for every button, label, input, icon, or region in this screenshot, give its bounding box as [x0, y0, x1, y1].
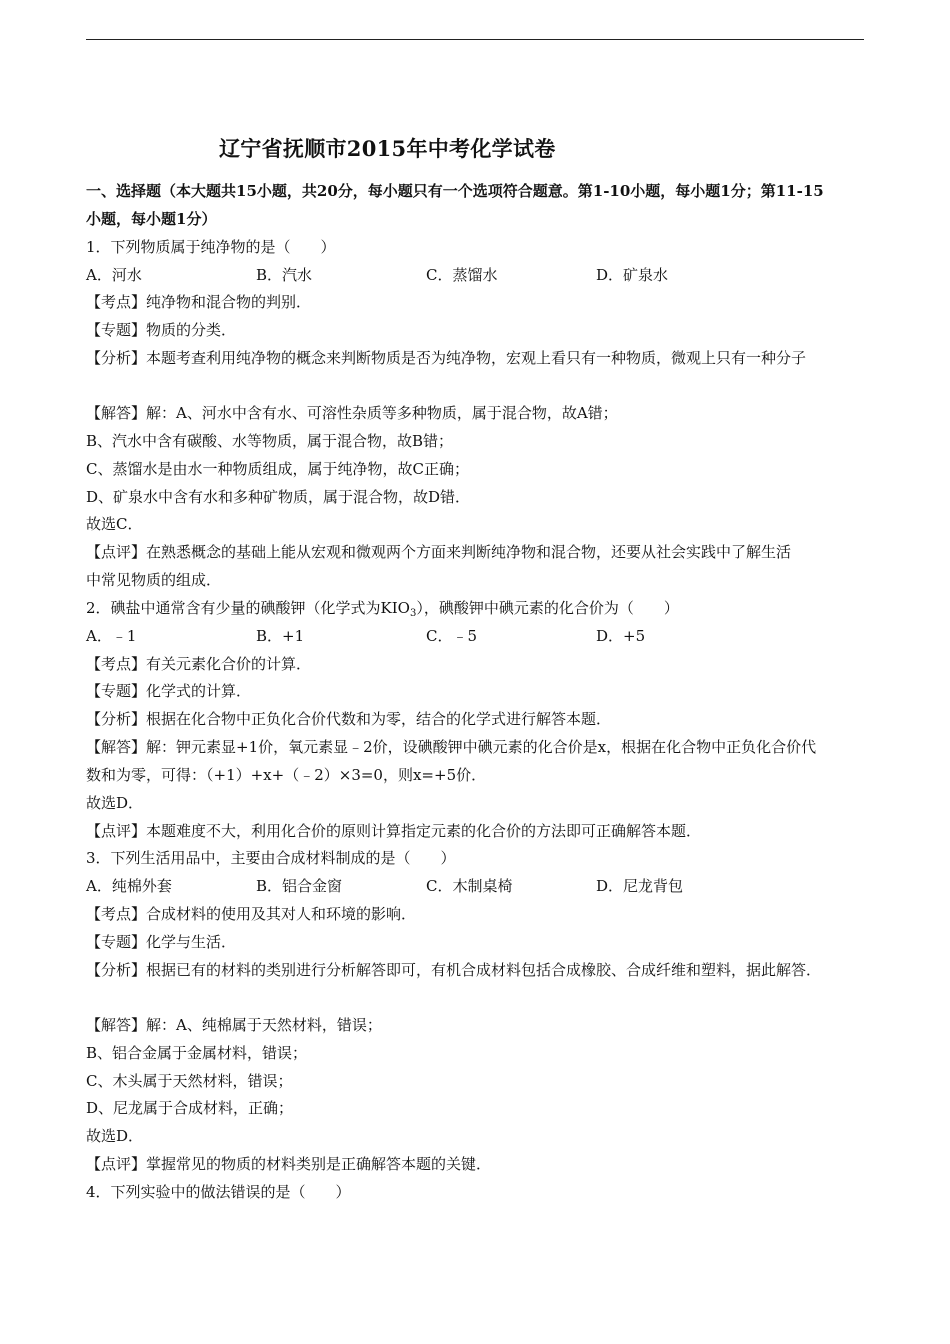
q3-jieda-line: B、铝合金属于金属材料，错误；	[86, 1044, 308, 1062]
q1-jieda-line: D、矿泉水中含有水和多种矿物质，属于混合物，故D错．	[86, 488, 471, 506]
q3-jieda-line: 【解答】解：A、纯棉属于天然材料，错误；	[86, 1016, 382, 1034]
q3-answer: 故选D．	[86, 1127, 144, 1145]
section-heading-line2: 小题，每小题1分）	[86, 210, 217, 228]
q2-stem	[86, 598, 679, 618]
q1-zhuanti: 【专题】物质的分类．	[86, 321, 237, 339]
q2-jieda-line1: 【解答】解：钾元素显+1价，氧元素显﹣2价，设碘酸钾中碘元素的化合价是x，根据在化合物中正负化合价代	[86, 738, 817, 756]
q3-fenxi: 【分析】根据已有的材料的类别进行分析解答即可，有机合成材料包括合成橡胶、合成纤维和塑料，据此解答．	[86, 961, 822, 979]
q3-option-b: B．铝合金窗	[256, 877, 343, 895]
q1-dianping-line1: 【点评】在熟悉概念的基础上能从宏观和微观两个方面来判断纯净物和混合物，还要从社会实践中了解生活	[86, 543, 792, 561]
q1-option-d: D．矿泉水	[596, 266, 669, 284]
q1-answer: 故选C．	[86, 515, 143, 533]
q3-stem: 3．下列生活用品中，主要由合成材料制成的是（ ）	[86, 849, 456, 867]
q3-option-a: A．纯棉外套	[86, 877, 172, 895]
q3-dianping: 【点评】掌握常见的物质的材料类别是正确解答本题的关键．	[86, 1155, 492, 1173]
q3-option-c: C．木制桌椅	[426, 877, 513, 895]
q1-option-b: B．汽水	[256, 266, 313, 284]
q1-jieda-line: B、汽水中含有碳酸、水等物质，属于混合物，故B错；	[86, 432, 454, 450]
q2-option-c: C．﹣5	[426, 627, 478, 645]
q2-jieda-line2: 数和为零，可得：（+1）+x+（﹣2）×3=0，则x=+5价．	[86, 766, 487, 784]
q3-kaodian: 【考点】合成材料的使用及其对人和环境的影响．	[86, 905, 417, 923]
header-rule	[86, 39, 864, 40]
q2-option-a: A．﹣1	[86, 627, 137, 645]
q3-jieda-line: D、尼龙属于合成材料，正确；	[86, 1099, 294, 1117]
q1-stem: 1．下列物质属于纯净物的是（ ）	[86, 238, 336, 256]
q3-zhuanti: 【专题】化学与生活．	[86, 933, 237, 951]
q2-option-b: B．+1	[256, 627, 305, 645]
q1-jieda-line: 【解答】解：A、河水中含有水、可溶性杂质等多种物质，属于混合物，故A错；	[86, 404, 618, 422]
page-title: 辽宁省抚顺市2015年中考化学试卷	[219, 136, 556, 161]
q3-option-d: D．尼龙背包	[596, 877, 684, 895]
q2-fenxi: 【分析】根据在化合物中正负化合价代数和为零，结合的化学式进行解答本题．	[86, 710, 612, 728]
q2-dianping: 【点评】本题难度不大，利用化合价的原则计算指定元素的化合价的方法即可正确解答本题．	[86, 822, 702, 840]
q2-stem-subscript: 3	[409, 608, 417, 619]
q1-option-a: A．河水	[86, 266, 142, 284]
q4-stem: 4．下列实验中的做法错误的是（ ）	[86, 1183, 351, 1201]
q1-dianping-line2: 中常见物质的组成．	[86, 571, 222, 589]
q1-kaodian: 【考点】纯净物和混合物的判别．	[86, 293, 312, 311]
q2-kaodian: 【考点】有关元素化合价的计算．	[86, 655, 312, 673]
q2-zhuanti: 【专题】化学式的计算．	[86, 682, 252, 700]
q2-answer: 故选D．	[86, 794, 144, 812]
q2-stem-text-end: ），碘酸钾中碘元素的化合价为（ ）	[416, 599, 679, 617]
section-heading-line1: 一、选择题（本大题共15小题，共20分，每小题只有一个选项符合题意。第1-10小题，每小题1分；第11-15	[86, 182, 824, 200]
q2-option-d: D．+5	[596, 627, 646, 645]
q1-option-c: C．蒸馏水	[426, 266, 498, 284]
q3-jieda-line: C、木头属于天然材料，错误；	[86, 1072, 293, 1090]
q1-fenxi: 【分析】本题考查利用纯净物的概念来判断物质是否为纯净物，宏观上看只有一种物质，微观上只有一种分子	[86, 349, 807, 367]
q2-stem-text: 2．碘盐中通常含有少量的碘酸钾（化学式为KIO	[86, 599, 410, 617]
q1-jieda-line: C、蒸馏水是由水一种物质组成，属于纯净物，故C正确；	[86, 460, 469, 478]
